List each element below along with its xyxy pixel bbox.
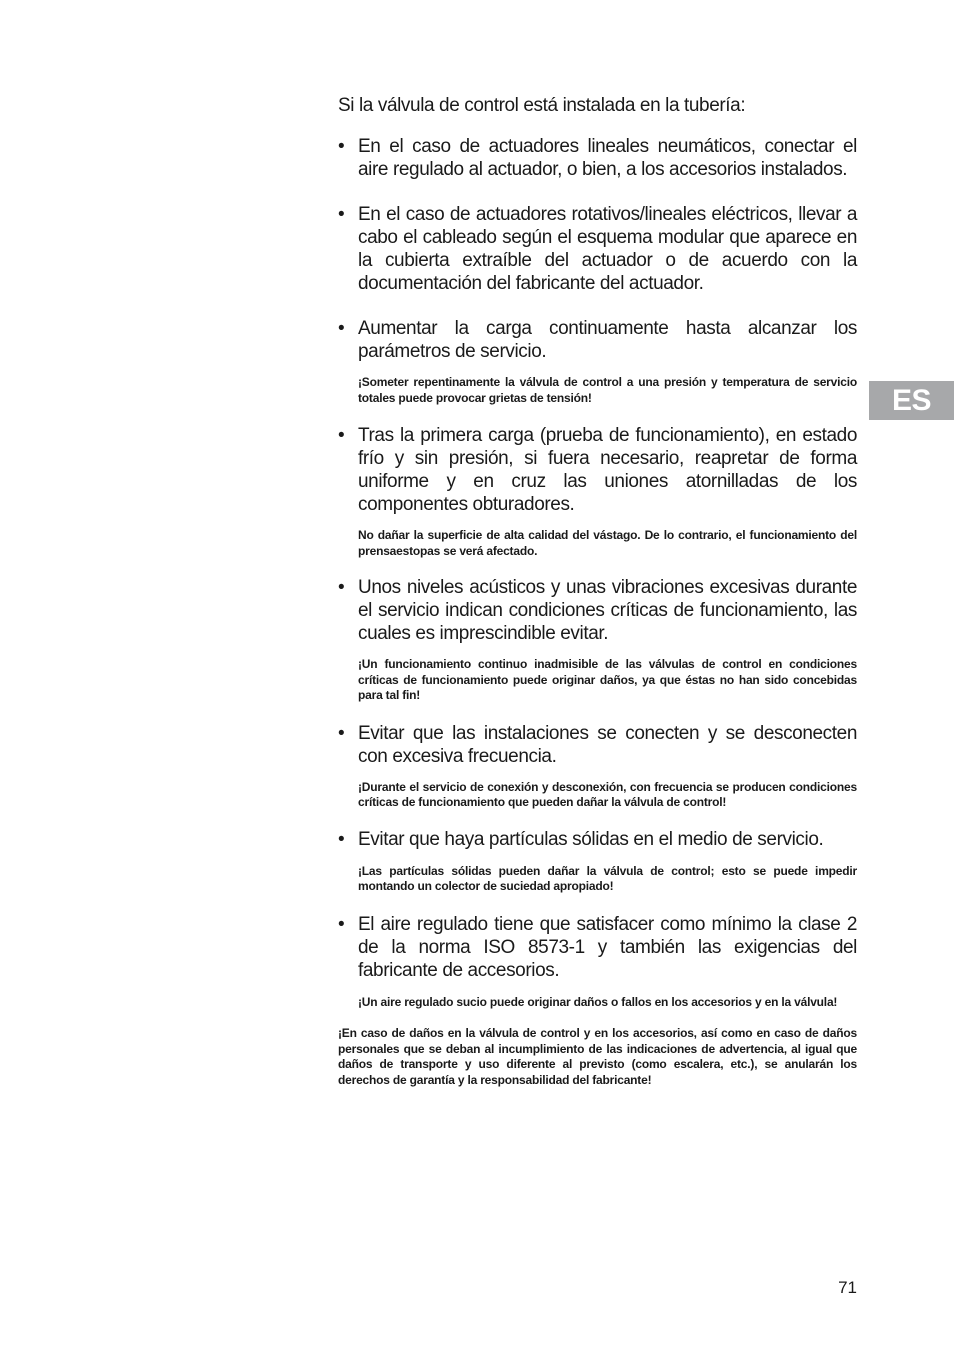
page-number: 71 [838, 1278, 857, 1297]
warning-note: No dañar la superficie de alta calidad del vástago. De lo contrario, el funcionamiento del prensaestopas se verá afectado. [358, 528, 857, 558]
bullet-icon: • [338, 828, 345, 850]
bullet-icon: • [338, 577, 345, 598]
warning-note: ¡Las partículas sólidas pueden dañar la válvula de control; esto se puede impedir montando un colector de suciedad apropiado! [358, 863, 857, 893]
language-tab: ES [869, 381, 954, 420]
bullet-icon: • [338, 913, 345, 935]
warning-note: ¡Durante el servicio de conexión y desconexión, con frecuencia se producen condiciones críticas de funcionamiento que pueden dañar la válvula de control! [358, 779, 857, 809]
bullet-text: Evitar que haya partículas sólidas en el medio de servicio. [358, 828, 824, 850]
warning-note: ¡Un funcionamiento continuo inadmisible de las válvulas de control en condiciones críticas de funcionamiento puede originar daños, ya que éstas no han sido concebidas para tal fin! [358, 657, 857, 702]
bullet-item-4 [338, 424, 857, 516]
bullet-icon: • [338, 136, 345, 157]
bullet-item-5 [338, 576, 857, 645]
bullet-item-2 [338, 203, 857, 295]
intro-text: Si la válvula de control está instalada en la tubería: [338, 95, 746, 116]
final-warning: ¡En caso de daños en la válvula de control y en los accesorios, así como en caso de daños personales que se deban al incumplimiento de las indicaciones de advertencia, al igual que daños de transporte y uso diferente al previsto (como escalera, etc.), se anularán los derechos de garantía y la responsabilidad del fabricante! [338, 1026, 857, 1087]
bullet-item-7 [338, 828, 857, 851]
bullet-text: Aumentar la carga continuamente hasta alcanzar los parámetros de servicio. [358, 318, 857, 362]
warning-note: ¡Someter repentinamente la válvula de control a una presión y temperatura de servicio totales puede provocar grietas de tensión! [358, 375, 857, 405]
bullet-item-6 [338, 722, 857, 768]
bullet-icon: • [338, 318, 345, 339]
bullet-text: Evitar que las instalaciones se conecten y se desconecten con excesiva frecuencia. [358, 722, 857, 767]
bullet-item-8 [338, 913, 857, 982]
bullet-icon: • [338, 425, 345, 446]
bullet-icon: • [338, 722, 345, 744]
bullet-item-3 [338, 317, 857, 363]
bullet-icon: • [338, 204, 345, 225]
bullet-text: En el caso de actuadores rotativos/lineales eléctricos, llevar a cabo el cableado según el esquema modular que aparece en la cubierta extraíble del actuador o de acuerdo con la documentación del fabricante del actuador. [358, 204, 857, 294]
warning-note: ¡Un aire regulado sucio puede originar daños o fallos en los accesorios y en la válvula! [358, 994, 838, 1009]
bullet-text: Tras la primera carga (prueba de funcionamiento), en estado frío y sin presión, si fuera necesario, reapretar de forma uniforme y en cruz las uniones atornilladas de los componentes obturadores. [358, 425, 857, 515]
page-content [338, 94, 857, 1088]
bullet-item-1 [338, 135, 857, 181]
bullet-text: El aire regulado tiene que satisfacer como mínimo la clase 2 de la norma ISO 8573-1 y también las exigencias del fabricante de accesorios. [358, 913, 857, 981]
bullet-text: En el caso de actuadores lineales neumáticos, conectar el aire regulado al actuador, o bien, a los accesorios instalados. [358, 136, 857, 180]
bullet-text: Unos niveles acústicos y unas vibraciones excesivas durante el servicio indican condiciones críticas de funcionamiento, las cuales es imprescindible evitar. [358, 577, 857, 644]
